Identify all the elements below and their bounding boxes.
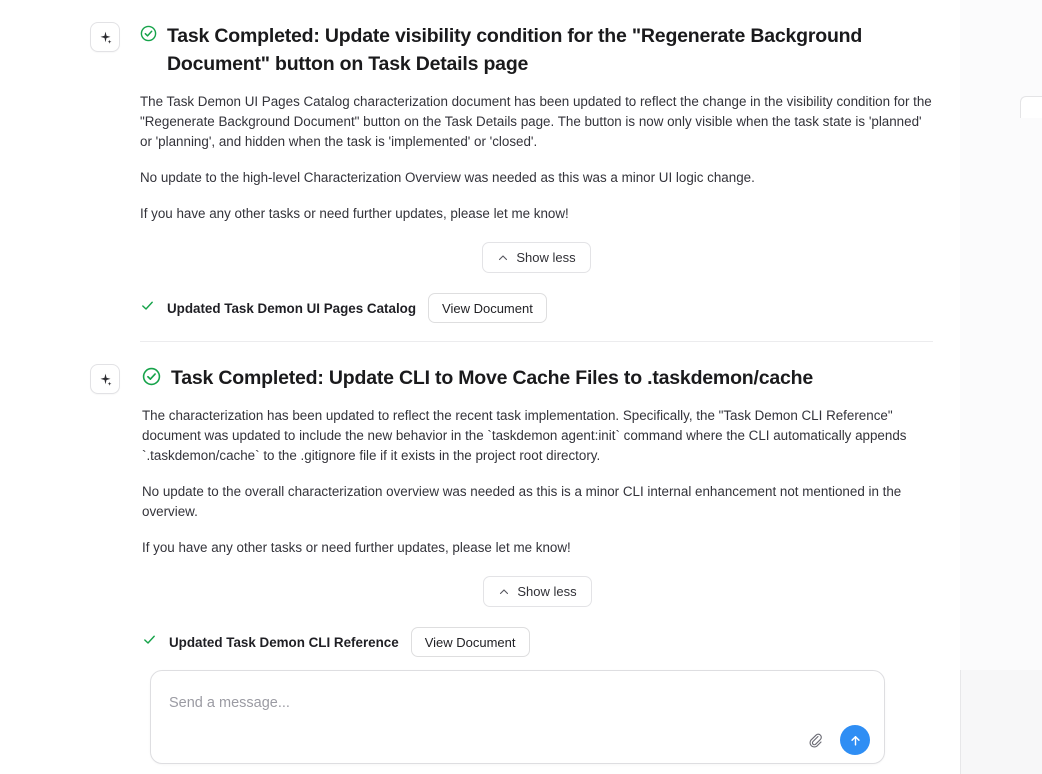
message-paragraph: If you have any other tasks or need further updates, please let me know!	[142, 540, 571, 555]
send-message-button[interactable]	[840, 725, 870, 755]
message-title-row	[142, 364, 933, 392]
sparkle-icon	[98, 30, 113, 45]
sparkle-avatar-button[interactable]	[90, 22, 120, 52]
check-circle-icon	[142, 367, 161, 391]
sparkle-avatar-button[interactable]	[90, 364, 120, 394]
check-icon	[140, 298, 155, 318]
attachment-label: Updated Task Demon CLI Reference	[169, 634, 399, 650]
show-less-label: Show less	[517, 584, 577, 599]
view-document-button[interactable]: View Document	[428, 293, 547, 323]
conversation-scrollbar[interactable]	[950, 0, 960, 670]
show-less-button[interactable]	[483, 576, 591, 607]
show-less-row	[142, 576, 933, 607]
check-circle-icon	[140, 25, 157, 47]
chevron-up-icon	[497, 252, 509, 264]
message-paragraph: No update to the high-level Characterization Overview was needed as this was a minor UI logic change.	[140, 170, 755, 185]
attach-file-button[interactable]	[801, 725, 829, 753]
arrow-up-icon	[848, 733, 863, 748]
message-paragraph: The characterization has been updated to reflect the recent task implementation. Specifically, the "Task Demon CLI Reference" document was updated to include the new behavior in the `taskdemon agent:init` command where the CLI automatically appends `.taskdemon/cache` to the .gitignore file if it exists in the project root directory.	[142, 408, 907, 463]
message-item	[0, 342, 950, 660]
message-paragraph: No update to the overall characterization overview was needed as this is a minor CLI internal enhancement not mentioned in the overview.	[142, 484, 902, 519]
message-input[interactable]	[167, 683, 867, 723]
message-composer[interactable]	[150, 670, 885, 764]
attachment-row	[140, 293, 933, 323]
message-body-wrap	[142, 364, 933, 660]
attachment-row	[142, 627, 933, 657]
show-less-label: Show less	[516, 250, 576, 265]
message-paragraph: If you have any other tasks or need further updates, please let me know!	[140, 206, 569, 221]
message-title: Task Completed: Update visibility condition for the "Regenerate Background Document" button on Task Details page	[167, 25, 863, 75]
show-less-row	[140, 242, 933, 273]
chevron-up-icon	[498, 586, 510, 598]
view-document-button[interactable]: View Document	[411, 627, 530, 657]
attachment-label: Updated Task Demon UI Pages Catalog	[167, 300, 417, 316]
sparkle-icon	[98, 372, 113, 387]
message-title: Task Completed: Update CLI to Move Cache Files to .taskdemon/cache	[171, 367, 814, 389]
message-text	[140, 92, 933, 224]
message-text	[142, 406, 933, 558]
message-body-wrap	[140, 22, 933, 342]
message-item	[0, 0, 950, 342]
rail-corner-notch	[1020, 96, 1042, 118]
message-title-row	[140, 22, 933, 78]
show-less-button[interactable]	[482, 242, 590, 273]
message-paragraph: The Task Demon UI Pages Catalog characterization document has been updated to reflect the change in the visibility condition for the "Regenerate Background Document" button on the Task Details page. The button is now only visible when the task state is 'planned' or 'planning', and hidden when the task is 'implemented' or 'closed'.	[140, 94, 932, 149]
paperclip-icon	[807, 731, 823, 748]
check-icon	[142, 632, 157, 652]
right-rail	[960, 0, 1042, 774]
